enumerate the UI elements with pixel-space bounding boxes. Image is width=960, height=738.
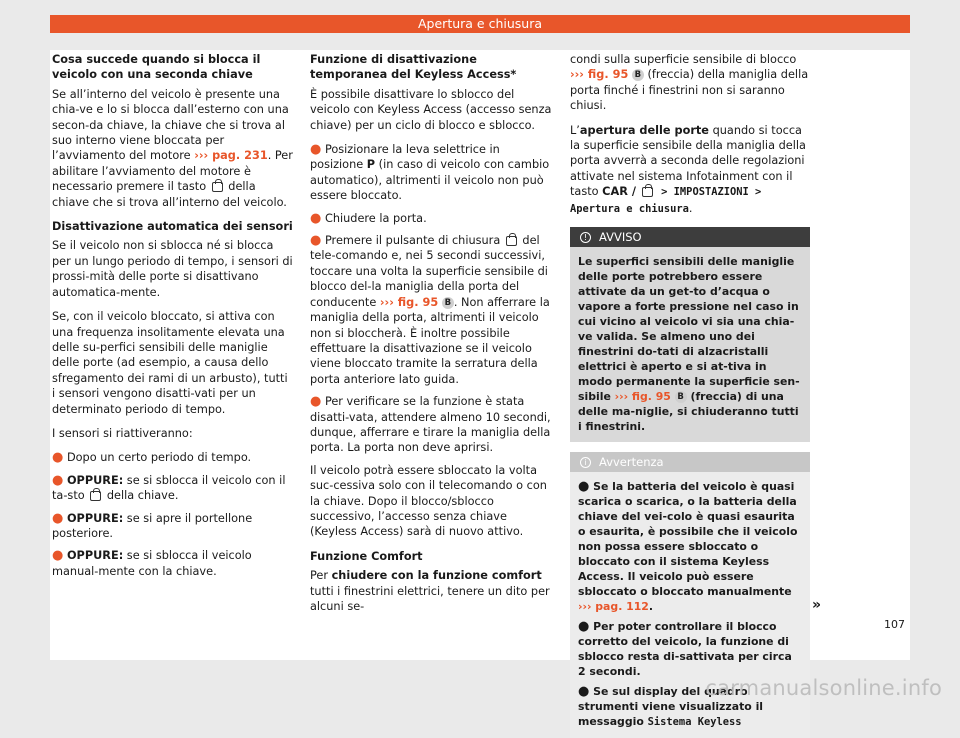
menu-path: > IMPOSTAZIONI > Apertura e chiusura	[570, 186, 762, 215]
notice-title: AVVISO	[599, 230, 642, 245]
bullet-icon: ●	[578, 619, 590, 635]
paragraph-comfort-cont: condi sulla superficie sensibile di blocco ››› fig. 95 B (freccia) della maniglia della porta finché i finestrini non si saranno chiusi.	[570, 53, 809, 113]
note-header	[570, 452, 810, 472]
lock-key-icon	[506, 236, 517, 246]
figure-link-95[interactable]: ››› fig. 95	[379, 295, 439, 309]
list-item: ● Se sul display del quadro strumenti viene visualizzato il messaggio Sistema Keyless	[578, 684, 764, 729]
column-middle	[310, 52, 553, 623]
paragraph-sensor-1: Se il veicolo non si sblocca né si blocca per un lungo periodo di tempo, i sensori di prossi-mità delle porte si disattivano automatica-mente.	[52, 239, 293, 299]
callout-b-icon: B	[675, 391, 687, 403]
list-item: ● Chiudere la porta.	[310, 210, 427, 226]
notice-header	[570, 227, 810, 247]
page-number: 107	[884, 618, 905, 631]
section-header	[50, 15, 910, 33]
vehicle-menu-icon	[642, 187, 653, 197]
paragraph-comfort: Per chiudere con la funzione comfort tutti i finestrini elettrici, tenere un dito per alcuni se-	[310, 569, 550, 613]
paragraph-keyless: È possibile disattivare lo sblocco del veicolo con Keyless Access (accesso senza chiave) per un ciclo di blocco e sblocco.	[310, 87, 552, 132]
continue-mark: »	[812, 597, 822, 613]
bullet-icon: ●	[310, 394, 322, 410]
watermark: carmanualsonline.info	[705, 676, 942, 700]
bullet-icon: ●	[310, 233, 322, 249]
heading-second-key: Cosa succede quando si blocca il veicolo con una seconda chiave	[52, 53, 261, 82]
unlock-key-icon	[212, 182, 223, 192]
list-item: ● Dopo un certo periodo di tempo.	[52, 450, 252, 466]
notice-body: Le superfici sensibili delle maniglie delle porte potrebbero essere attivate da un get-to d’acqua o vapore a forte pressione nel caso in cui vicino al veicolo vi sia una chia-ve valida. Se almeno uno dei finestrini do-tati di alzacristalli elettrici è aperto e si at-tiva in modo permanente la superficie sen-sibile ››› fig. 95 B (freccia) di una delle ma-niglie, si chiuderanno tutti i finestrini.	[570, 247, 810, 442]
section-title: Apertura e chiusura	[418, 16, 542, 31]
callout-b-icon: B	[442, 297, 454, 309]
paragraph-door-opening: L’apertura delle porte quando si tocca la superficie sensibile della maniglia della porta avverrà a seconda delle regolazioni attivate nel sistema Infotainment con il tasto CAR / > IMPOSTAZIONI > Apertura e chiusura.	[570, 123, 806, 215]
column-right	[570, 52, 810, 738]
page-link-231[interactable]: ››› pag. 231	[194, 149, 268, 163]
callout-b-icon: B	[632, 69, 644, 81]
bullet-icon: ●	[578, 479, 590, 495]
list-item: ● OPPURE: se si sblocca il veicolo con il ta-sto della chiave.	[52, 472, 286, 503]
heading-keyless-deactivation: Funzione di disattivazione temporanea del Keyless Access*	[310, 53, 517, 82]
list-item: ● Posizionare la leva selettrice in posizione P (in caso di veicolo con cambio automatico), altrimenti il veicolo non può essere bloccato.	[310, 142, 550, 203]
warning-icon: !	[580, 232, 591, 243]
bullet-icon: ●	[310, 210, 322, 226]
note-title: Avvertenza	[599, 455, 664, 470]
figure-link-95[interactable]: ››› fig. 95	[570, 68, 629, 82]
unlock-key-icon	[90, 491, 101, 501]
list-item: ● OPPURE: se si apre il portellone posteriore.	[52, 510, 253, 540]
heading-comfort: Funzione Comfort	[310, 549, 423, 563]
bullet-icon: ●	[52, 450, 64, 466]
keyless-message: Sistema Keyless	[647, 716, 742, 729]
list-item: ● Per poter controllare il blocco corretto del veicolo, la funzione di sblocco resta di-sattivata per circa 2 secondi.	[578, 619, 792, 679]
car-key-label: CAR	[602, 185, 628, 199]
list-item: ● Per verificare se la funzione è stata disatti-vata, attendere almeno 10 secondi, dunque, afferrare e tirare la maniglia della porta. La porta non deve aprirsi.	[310, 394, 551, 455]
notice-box	[570, 227, 810, 442]
paragraph-next-unlock: Il veicolo potrà essere sbloccato la volta suc-cessiva solo con il telecomando o con la chiave. Dopo il blocco/sblocco successivo, l’accesso senza chiave (Keyless Access) sarà di nuovo attivo.	[310, 463, 547, 539]
list-item: ● Premere il pulsante di chiusura del tele-comando e, nei 5 secondi successivi, toccare una volta la superficie sensibile di blocco del-la maniglia della porta del conducente ››› fig. 95 B . Non afferrare la maniglia della porta, altrimenti il veicolo non si bloccherà. È inoltre possibile effettuare la disattivazione se il veicolo viene bloccato tramite la serratura della porta anteriore lato guida.	[310, 233, 550, 386]
heading-sensor-deactivation: Disattivazione automatica dei sensori	[52, 220, 293, 234]
bullet-icon: ●	[310, 142, 322, 158]
bullet-icon: ●	[52, 510, 64, 526]
list-item: ● Se la batteria del veicolo è quasi scarica o scarica, o la batteria della chiave del vei-colo è quasi esaurita o esaurita, è possibile che il veicolo non possa essere sbloccato o bloccato con il sistema Keyless Access. Il veicolo può essere sbloccato o bloccato manualmente ››› pag. 112.	[578, 479, 798, 614]
page-link-112[interactable]: ››› pag. 112	[578, 600, 649, 614]
paragraph-reactivation: I sensori si riattiveranno:	[52, 426, 193, 440]
bullet-icon: ●	[52, 548, 64, 564]
bullet-icon: ●	[578, 684, 590, 700]
list-item: ● OPPURE: se si sblocca il veicolo manual-mente con la chiave.	[52, 548, 252, 578]
bullet-icon: ●	[52, 472, 64, 488]
column-left	[52, 52, 294, 586]
paragraph-sensor-2: Se, con il veicolo bloccato, si attiva con una frequenza insolitamente elevata una delle su-perfici sensibili delle maniglie delle porte (ad esempio, a causa dello sfregamento dei rami di un arbusto), tutti i sensori vengono disatti-vati per un determinato periodo di tempo.	[52, 310, 288, 416]
paragraph-second-key: Se all’interno del veicolo è presente una chia-ve e lo si blocca dall’esterno con una secon-da chiave, la chiave che si trova al suo interno viene bloccata per l’avviamento del motore ››› pag. 231. Per abilitare l’avviamento del motore è necessario premere il tasto della chiave che si trova all’interno del veicolo.	[52, 87, 293, 209]
info-icon: i	[580, 457, 591, 468]
figure-link-95[interactable]: ››› fig. 95	[614, 390, 671, 404]
